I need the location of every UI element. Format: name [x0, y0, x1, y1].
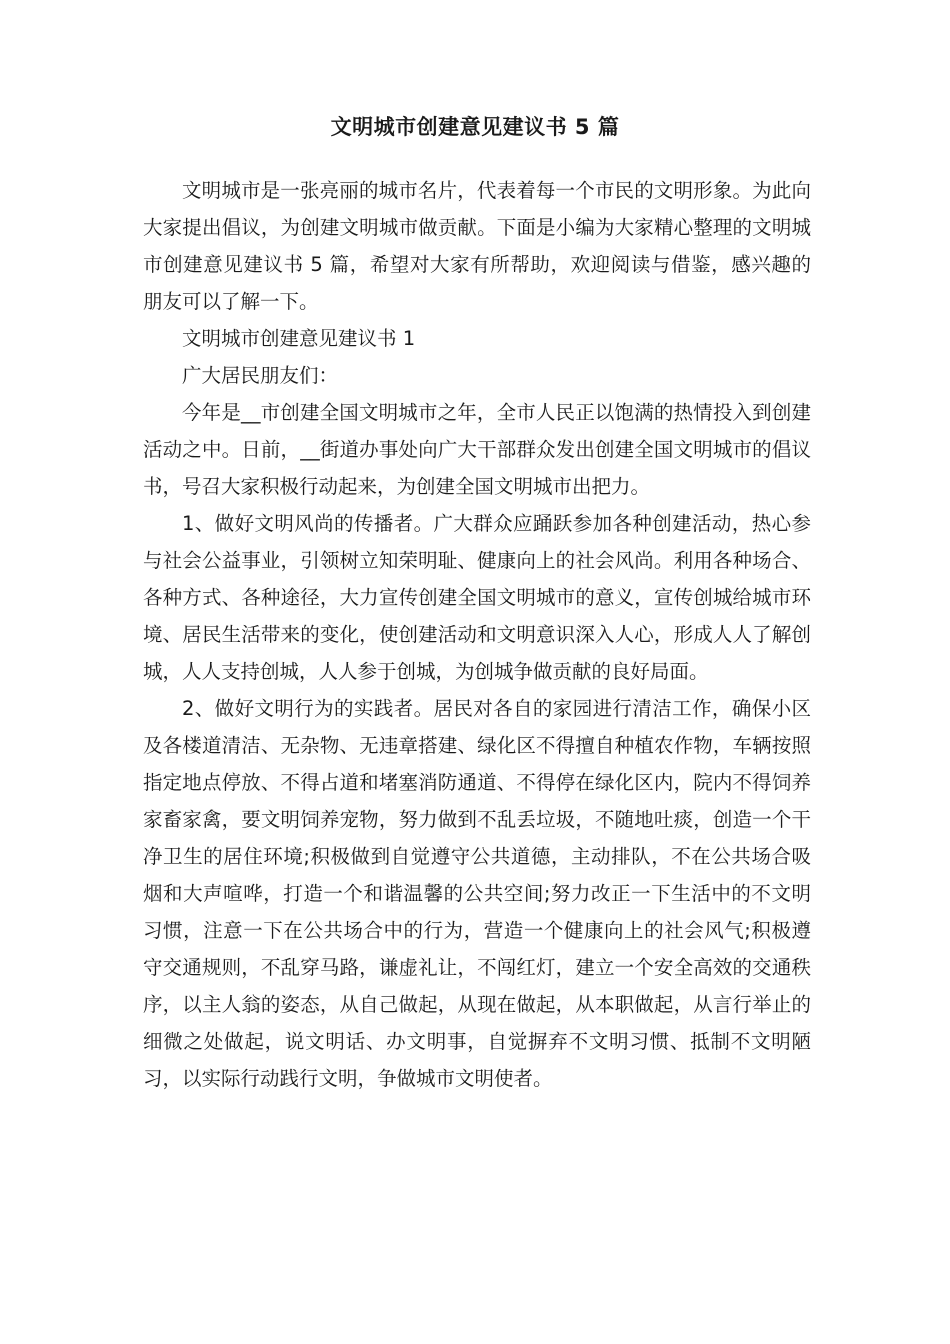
section-heading: 文明城市创建意见建议书 1 — [182, 327, 416, 350]
paragraph-point-2: 2、做好文明行为的实践者。居民对各自的家园进行清洁工作，确保小区及各楼道清洁、无杂物、无违章搭建、绿化区不得擅自种植农作物，车辆按照指定地点停放、不得占道和堵塞消防通道、不得停在绿化区内，院内不得饲养家畜家禽，要文明饲养宠物，努力做到不乱丢垃圾，不随地吐痰，创造一个干净卫生的居住环境;积极做到自觉遵守公共道德，主动排队，不在公共场合吸烟和大声喧哗，打造一个和谐温馨的公共空间;努力改正一下生活中的不文明习惯，注意一下在公共场合中的行为，营造一个健康向上的社会风气;积极遵守交通规则，不乱穿马路，谦虚礼让，不闯红灯，建立一个安全高效的交通秩序，以主人翁的姿态，从自己做起，从现在做起，从本职做起，从言行举止的细微之处做起，说文明话、办文明事，自觉摒弃不文明习惯、抵制不文明陋习，以实际行动践行文明，争做城市文明使者。 — [143, 697, 811, 1090]
paragraph-point-1: 1、做好文明风尚的传播者。广大群众应踊跃参加各种创建活动，热心参与社会公益事业，引领树立知荣明耻、健康向上的社会风尚。利用各种场合、各种方式、各种途径，大力宣传创建全国文明城市的意义，宣传创城给城市环境、居民生活带来的变化，使创建活动和文明意识深入人心，形成人人了解创城，人人支持创城，人人参于创城，为创城争做贡献的良好局面。 — [143, 512, 811, 683]
document-body — [143, 172, 811, 1097]
document-title: 文明城市创建意见建议书 5 篇 — [330, 115, 620, 139]
paragraph-background: 今年是__市创建全国文明城市之年，全市人民正以饱满的热情投入到创建活动之中。日前，__街道办事处向广大干部群众发出创建全国文明城市的倡议书，号召大家积极行动起来，为创建全国文明城市出把力。 — [143, 401, 811, 498]
paragraph-intro: 文明城市是一张亮丽的城市名片，代表着每一个市民的文明形象。为此向大家提出倡议，为创建文明城市做贡献。下面是小编为大家精心整理的文明城市创建意见建议书 5 篇，希望对大家有所帮助，欢迎阅读与借鉴，感兴趣的朋友可以了解一下。 — [143, 179, 811, 313]
salutation: 广大居民朋友们： — [182, 364, 339, 387]
